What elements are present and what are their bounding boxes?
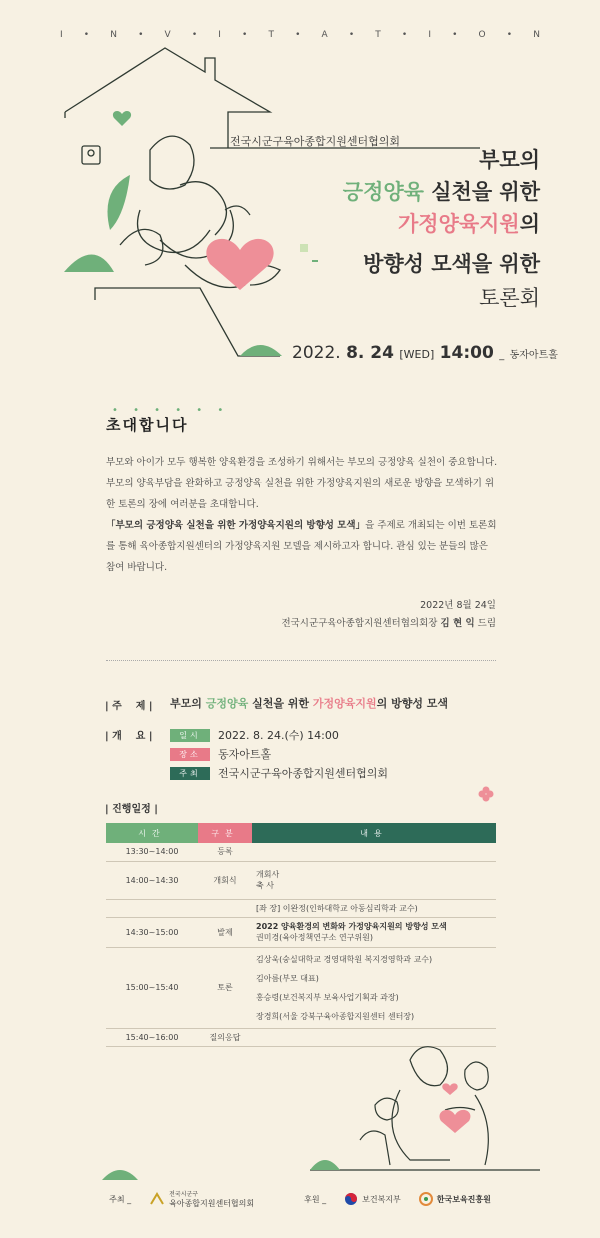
subject-pink: 가정양육지원 bbox=[312, 697, 377, 710]
title-line-1: 부모의 bbox=[479, 148, 540, 172]
row-type bbox=[198, 899, 252, 917]
institute-icon bbox=[419, 1192, 433, 1206]
flower-icon bbox=[478, 786, 494, 802]
sign-name: 김 현 익 bbox=[440, 618, 475, 629]
event-year: 2022. bbox=[292, 343, 341, 363]
row-content bbox=[252, 947, 496, 1028]
tag-datetime: 일시 bbox=[170, 729, 210, 742]
dot: • bbox=[401, 30, 408, 40]
invite-letter: I bbox=[428, 30, 431, 40]
subject-post: 의 방향성 모색 bbox=[376, 697, 449, 710]
content-line: 축 사 bbox=[256, 881, 274, 890]
overview-host-value: 전국시군구육아종합지원센터협의회 bbox=[218, 767, 389, 780]
row-type: 등록 bbox=[198, 843, 252, 861]
row-time: 15:00~15:40 bbox=[106, 947, 198, 1028]
host-small: 전국시군구 bbox=[169, 1191, 199, 1198]
host-name: 육아종합지원센터협의회 bbox=[169, 1199, 255, 1208]
content-line: 김아름(부모 대표) bbox=[256, 973, 319, 983]
event-day: 8. 24 bbox=[346, 343, 394, 363]
title-highlight-pink: 가정양육지원 bbox=[397, 212, 520, 236]
title-line-3-rest: 의 bbox=[519, 212, 540, 236]
invite-paragraph-2 bbox=[106, 515, 498, 578]
signature-line bbox=[281, 615, 496, 629]
row-content bbox=[252, 843, 496, 861]
invite-letter: V bbox=[164, 30, 171, 40]
invite-letter: A bbox=[321, 30, 328, 40]
subject-mid: 실천을 위한 bbox=[248, 697, 313, 710]
header-time: 시간 bbox=[106, 823, 198, 843]
taegeuk-icon bbox=[344, 1192, 358, 1206]
row-type: 발제 bbox=[198, 917, 252, 947]
event-sep: _ bbox=[499, 350, 505, 361]
sign-date: 2022년 8월 24일 bbox=[420, 600, 496, 611]
para2-open: 「부모의 bbox=[106, 520, 147, 531]
header-type: 구분 bbox=[198, 823, 252, 843]
content-line: 2022 양육환경의 변화와 가정양육지원의 방향성 모색 bbox=[256, 922, 447, 931]
content-line: 홍승령(보건복지부 보육사업기획과 과장) bbox=[256, 992, 399, 1002]
ministry-name: 보건복지부 bbox=[362, 1194, 401, 1204]
event-weekday: [WED] bbox=[399, 348, 435, 361]
invite-body bbox=[106, 452, 498, 578]
header-content: 내용 bbox=[252, 823, 496, 843]
bush-icon bbox=[100, 1162, 140, 1182]
row-time bbox=[106, 899, 198, 917]
row-time: 15:40~16:00 bbox=[106, 1028, 198, 1046]
institute-name: 한국보육진흥원 bbox=[436, 1194, 491, 1204]
invite-letter: N bbox=[110, 30, 117, 40]
host-logo-icon bbox=[149, 1192, 165, 1206]
row-time: 14:30~15:00 bbox=[106, 917, 198, 947]
table-row bbox=[106, 843, 496, 861]
event-venue: 동자아트홀 bbox=[509, 350, 558, 361]
footer-sponsor-label: 후원 _ bbox=[304, 1194, 327, 1204]
content-line: 권미경(육아정책연구소 연구위원) bbox=[256, 933, 373, 942]
ministry-logo bbox=[344, 1192, 401, 1206]
table-row bbox=[106, 947, 496, 1028]
event-time: 14:00 bbox=[439, 343, 494, 363]
row-type: 질의응답 bbox=[198, 1028, 252, 1046]
overview-row-venue bbox=[170, 746, 271, 762]
title-line-4: 방향성 모색을 위한 bbox=[363, 252, 540, 276]
content-line: 장경희(서울 강북구육아종합지원센터 센터장) bbox=[256, 1011, 415, 1021]
tag-host: 주최 bbox=[170, 767, 210, 780]
program-label: | 진행일정 | bbox=[105, 804, 158, 815]
overview-label: | 개 요 | bbox=[105, 731, 153, 742]
dot: • bbox=[138, 30, 144, 40]
host-logo bbox=[149, 1190, 254, 1208]
decorative-dots: • • • • • • bbox=[112, 405, 230, 416]
institute-logo bbox=[419, 1192, 491, 1206]
para2-bold-end: 의 방향성 모색」 bbox=[293, 520, 366, 531]
table-row bbox=[106, 899, 496, 917]
sign-org: 전국시군구육아종합지원센터협의회장 bbox=[281, 618, 441, 629]
footer-host-label: 주최 _ bbox=[109, 1194, 132, 1204]
table-row bbox=[106, 917, 496, 947]
para2-pink: 가정양육지원 bbox=[238, 520, 294, 531]
row-type: 토론 bbox=[198, 947, 252, 1028]
subject-label: | 주 제 | bbox=[105, 701, 153, 712]
title-line-2-rest: 실천을 위한 bbox=[423, 180, 540, 204]
dotted-divider bbox=[106, 660, 496, 661]
subject-value bbox=[170, 695, 448, 711]
overview-venue-value: 동자아트홀 bbox=[218, 748, 272, 761]
invite-letter: N bbox=[533, 30, 540, 40]
schedule-header-row bbox=[106, 823, 496, 843]
title-line-2 bbox=[343, 182, 540, 203]
tag-venue: 장소 bbox=[170, 748, 210, 761]
dot: • bbox=[191, 30, 198, 40]
title-highlight-green: 긍정양육 bbox=[342, 180, 424, 204]
dot: • bbox=[452, 30, 458, 40]
subject-pre: 부모의 bbox=[170, 697, 206, 710]
dot: • bbox=[83, 30, 90, 40]
row-content bbox=[252, 861, 496, 899]
dot: • bbox=[242, 30, 248, 40]
overview-row-datetime bbox=[170, 727, 339, 743]
para2-rest: 을 주제로 개최되는 이번 토론회를 통해 육아종합지원센터의 가정양육지원 모델을 제시하고자 합니다. 관심 있는 분들의 많은 참여 바랍니다. bbox=[106, 520, 497, 573]
row-time: 14:00~14:30 bbox=[106, 861, 198, 899]
dot: • bbox=[506, 30, 513, 40]
invite-heading: 초대합니다 bbox=[106, 416, 189, 434]
invite-letter: T bbox=[268, 30, 274, 40]
table-row bbox=[106, 861, 496, 899]
row-time: 13:30~14:00 bbox=[106, 843, 198, 861]
host-org-label: 전국시군구육아종합지원센터협의회 bbox=[230, 135, 401, 148]
invite-paragraph-1: 부모와 아이가 모두 행복한 양육환경을 조성하기 위해서는 부모의 긍정양육 실천이 중요합니다. 부모의 양육부담을 완화하고 긍정양육 실천을 위한 가정양육지원의 새로운 방향을 모색하기 위한 토론의 장에 여러분을 초대합니다. bbox=[106, 457, 498, 510]
event-date bbox=[292, 343, 558, 363]
para2-green: 긍정양육 bbox=[146, 520, 184, 531]
invite-letter: O bbox=[478, 30, 486, 40]
family-bottom-illustration bbox=[300, 1030, 560, 1180]
dot: • bbox=[348, 30, 355, 40]
para2-mid: 실천을 위한 bbox=[183, 520, 239, 531]
dot: • bbox=[295, 30, 301, 40]
invite-letter: T bbox=[375, 30, 381, 40]
row-content: [좌 장] 이완정(인하대학교 아동심리학과 교수) bbox=[252, 899, 496, 917]
sign-suffix: 드림 bbox=[474, 618, 496, 629]
invite-letter: I bbox=[218, 30, 221, 40]
title-line-5: 토론회 bbox=[479, 286, 540, 310]
host-logo-text bbox=[169, 1190, 254, 1208]
invite-letter: I bbox=[60, 30, 63, 40]
footer bbox=[0, 1190, 600, 1208]
row-content bbox=[252, 917, 496, 947]
overview-row-host bbox=[170, 765, 388, 781]
schedule-table bbox=[106, 823, 496, 1047]
overview-datetime-value: 2022. 8. 24.(수) 14:00 bbox=[218, 729, 339, 742]
content-line: 김상욱(숭실대학교 경영대학원 복지경영학과 교수) bbox=[256, 954, 433, 964]
subject-green: 긍정양육 bbox=[205, 697, 249, 710]
title-line-3 bbox=[398, 214, 540, 235]
content-line: 개회사 bbox=[256, 870, 280, 879]
row-type: 개회식 bbox=[198, 861, 252, 899]
